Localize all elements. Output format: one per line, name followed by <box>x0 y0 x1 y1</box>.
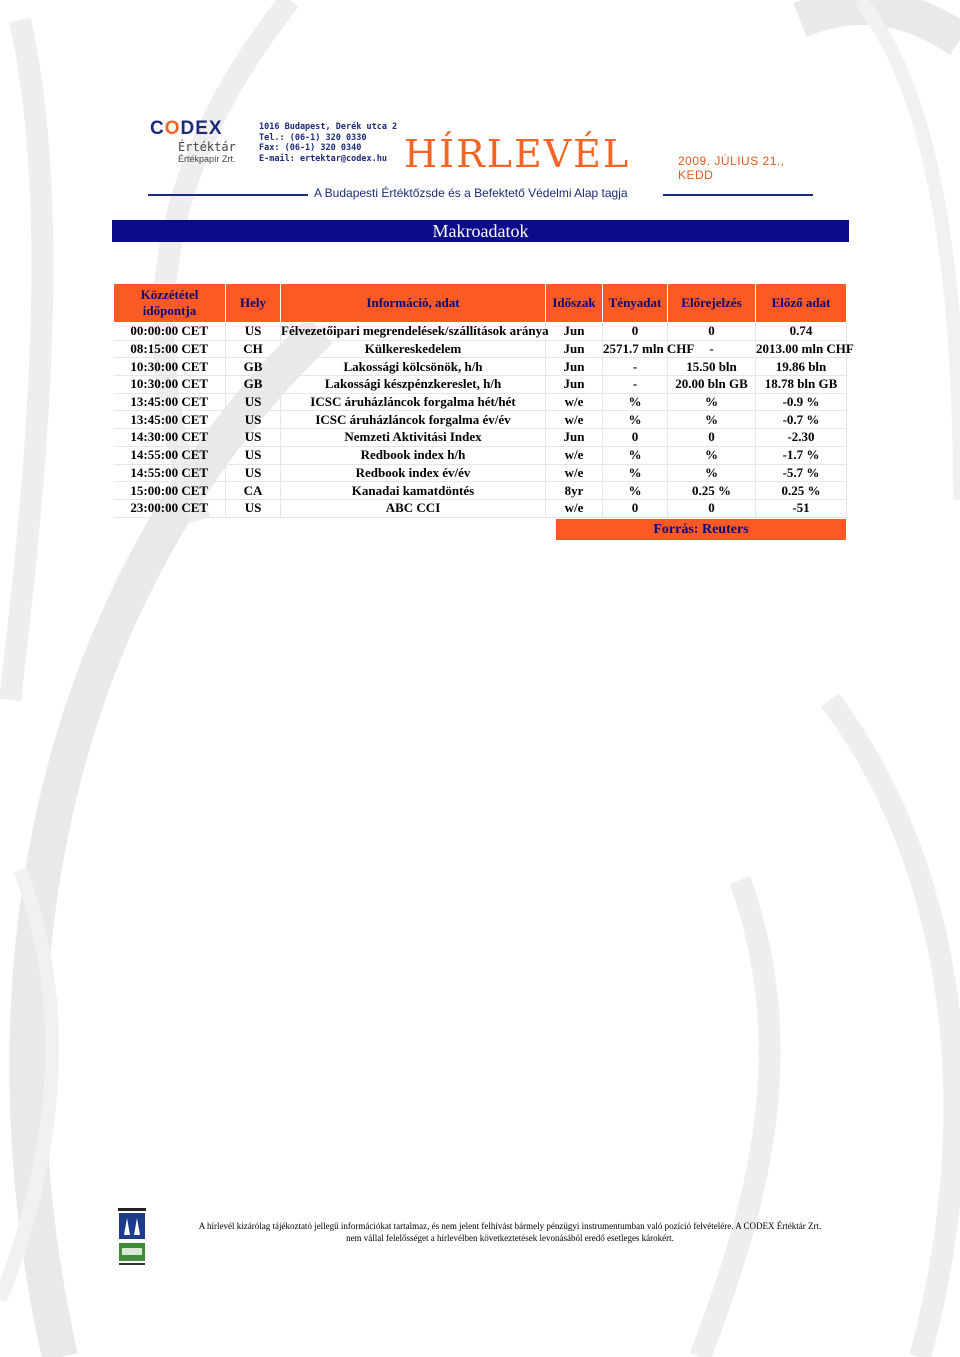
tagline-rule-right <box>663 194 813 196</box>
cell-forecast: 0.25 % <box>668 482 756 500</box>
cell-info: Félvezetőipari megrendelések/szállítások aránya <box>281 323 549 339</box>
cell-previous: -51 <box>756 499 847 517</box>
cell-period: 8yr <box>546 482 603 500</box>
contact-address: 1016 Budapest, Derék utca 2 <box>259 122 398 132</box>
col-header-forecast: Előrejelzés <box>668 284 756 323</box>
cell-actual: % <box>603 482 668 500</box>
cell-info: Külkereskedelem <box>281 340 546 358</box>
disclaimer <box>170 1220 850 1244</box>
cell-actual: 0 <box>603 499 668 517</box>
cell-info: ICSC áruházláncok forgalma év/év <box>281 411 546 429</box>
table-row <box>114 376 847 394</box>
source-label: Forrás: Reuters <box>556 519 846 540</box>
table-row <box>114 340 847 358</box>
cell-previous: -0.9 % <box>756 393 847 411</box>
cell-time: 15:00:00 CET <box>114 482 226 500</box>
cell-actual: 0 <box>603 429 668 447</box>
cell-time: 13:45:00 CET <box>114 393 226 411</box>
table-row <box>114 429 847 447</box>
table-row <box>114 482 847 500</box>
table-row <box>114 499 847 517</box>
cell-place: US <box>226 411 281 429</box>
cell-time: 23:00:00 CET <box>114 499 226 517</box>
cell-period: Jun <box>546 429 603 447</box>
cell-place: US <box>226 429 281 447</box>
newsletter-date: 2009. JÚLIUS 21., KEDD <box>678 154 785 182</box>
cell-previous: 18.78 bln GB <box>756 376 847 394</box>
cell-period: w/e <box>546 411 603 429</box>
cell-info: ICSC áruházláncok forgalma hét/hét <box>281 393 546 411</box>
contact-block <box>259 122 397 164</box>
cell-time: 10:30:00 CET <box>114 358 226 376</box>
cell-forecast: % <box>668 446 756 464</box>
disclaimer-line-2: nem vállal felelősséget a hírlevélben következtetések levonásából eredő esetleges károkért. <box>346 1233 674 1243</box>
cell-actual: % <box>603 393 668 411</box>
cell-period: w/e <box>546 499 603 517</box>
contact-phone: Tel.: (06-1) 320 0330 <box>259 132 367 143</box>
cell-period: Jun <box>546 340 603 358</box>
cell-info: Lakossági készpénzkereslet, h/h <box>281 376 546 394</box>
cell-actual: - <box>603 358 668 376</box>
logo-subtitle: Értéktár <box>178 140 236 154</box>
contact-email[interactable]: E-mail: ertektar@codex.hu <box>259 153 387 164</box>
cell-time: 08:15:00 CET <box>114 340 226 358</box>
col-header-time: Közzététel időpontja <box>114 284 226 323</box>
cell-actual: % <box>603 464 668 482</box>
cell-previous: 2013.00 mln CHF <box>756 341 854 357</box>
logo-subtitle-2: Értékpapír Zrt. <box>178 154 236 164</box>
newsletter-header <box>148 118 818 208</box>
cell-time: 14:55:00 CET <box>114 446 226 464</box>
cell-place: US <box>226 393 281 411</box>
cell-actual: % <box>603 446 668 464</box>
cell-previous: -2.30 <box>756 429 847 447</box>
cell-forecast: 0 <box>668 429 756 447</box>
cell-info: Nemzeti Aktivitási Index <box>281 429 546 447</box>
contact-fax: Fax: (06-1) 320 0340 <box>259 143 362 153</box>
cell-period: w/e <box>546 446 603 464</box>
cell-previous: -0.7 % <box>756 411 847 429</box>
col-header-info: Információ, adat <box>281 284 546 323</box>
cell-previous: -1.7 % <box>756 446 847 464</box>
cell-forecast: - <box>668 340 756 358</box>
cell-time: 14:30:00 CET <box>114 429 226 447</box>
cell-forecast: % <box>668 393 756 411</box>
codex-logo: CODEX Értéktár Értékpapír Zrt. <box>150 118 236 164</box>
cell-forecast: 0 <box>668 323 756 341</box>
cell-info: Redbook index h/h <box>281 446 546 464</box>
cell-forecast: 20.00 bln GB <box>668 376 756 394</box>
cell-period: Jun <box>546 358 603 376</box>
cell-info: Redbook index év/év <box>281 464 546 482</box>
table-row <box>114 323 847 341</box>
cell-time: 13:45:00 CET <box>114 411 226 429</box>
disclaimer-line-1: A hírlevél kizárólag tájékoztató jellegű információkat tartalmaz, és nem jelent felhívást bármely pénzügyi instrumentumban való pozíció felvételére. A CODEX Értéktár Zrt. <box>198 1221 822 1231</box>
cell-place: CH <box>226 340 281 358</box>
col-header-place: Hely <box>226 284 281 323</box>
cell-actual: - <box>603 376 668 394</box>
cell-previous: -5.7 % <box>756 464 847 482</box>
cell-actual: % <box>603 411 668 429</box>
cell-period: w/e <box>546 464 603 482</box>
newsletter-title: HÍRLEVÉL <box>404 132 631 176</box>
cell-place: US <box>226 464 281 482</box>
cell-time: 00:00:00 CET <box>114 323 226 341</box>
tagline-rule-left <box>148 194 308 196</box>
cell-forecast: % <box>668 411 756 429</box>
cell-period: w/e <box>546 393 603 411</box>
cell-info: Lakossági kölcsönök, h/h <box>281 358 546 376</box>
cell-place: US <box>226 323 281 341</box>
col-header-previous: Előző adat <box>756 284 847 323</box>
cell-info: ABC CCI <box>281 499 546 517</box>
table-row <box>114 358 847 376</box>
cell-time: 10:30:00 CET <box>114 376 226 394</box>
table-row <box>114 393 847 411</box>
cell-info: Kanadai kamatdöntés <box>281 482 546 500</box>
cell-forecast: % <box>668 464 756 482</box>
cell-place: GB <box>226 358 281 376</box>
table-row <box>114 446 847 464</box>
cell-place: US <box>226 446 281 464</box>
table-row <box>114 411 847 429</box>
cell-period: Jun <box>546 323 603 341</box>
cell-forecast: 0 <box>668 499 756 517</box>
tagline: A Budapesti Értéktőzsde és a Befektető Védelmi Alap tagja <box>311 186 631 200</box>
cell-time: 14:55:00 CET <box>114 464 226 482</box>
cell-actual: 2571.7 mln CHF <box>603 341 695 357</box>
cell-place: US <box>226 499 281 517</box>
macro-data-table <box>113 283 854 518</box>
cell-place: CA <box>226 482 281 500</box>
cell-previous: 19.86 bln <box>756 358 847 376</box>
cell-actual: 0 <box>603 323 668 341</box>
section-banner: Makroadatok <box>112 220 849 242</box>
cell-period: Jun <box>546 376 603 394</box>
table-row <box>114 464 847 482</box>
cell-previous: 0.25 % <box>756 482 847 500</box>
footer-exchange-logos <box>115 1205 149 1267</box>
cell-place: GB <box>226 376 281 394</box>
cell-previous: 0.74 <box>756 323 847 341</box>
table-header-row <box>114 284 847 323</box>
cell-forecast: 15.50 bln <box>668 358 756 376</box>
col-header-actual: Tényadat <box>603 284 668 323</box>
col-header-period: Időszak <box>546 284 603 323</box>
